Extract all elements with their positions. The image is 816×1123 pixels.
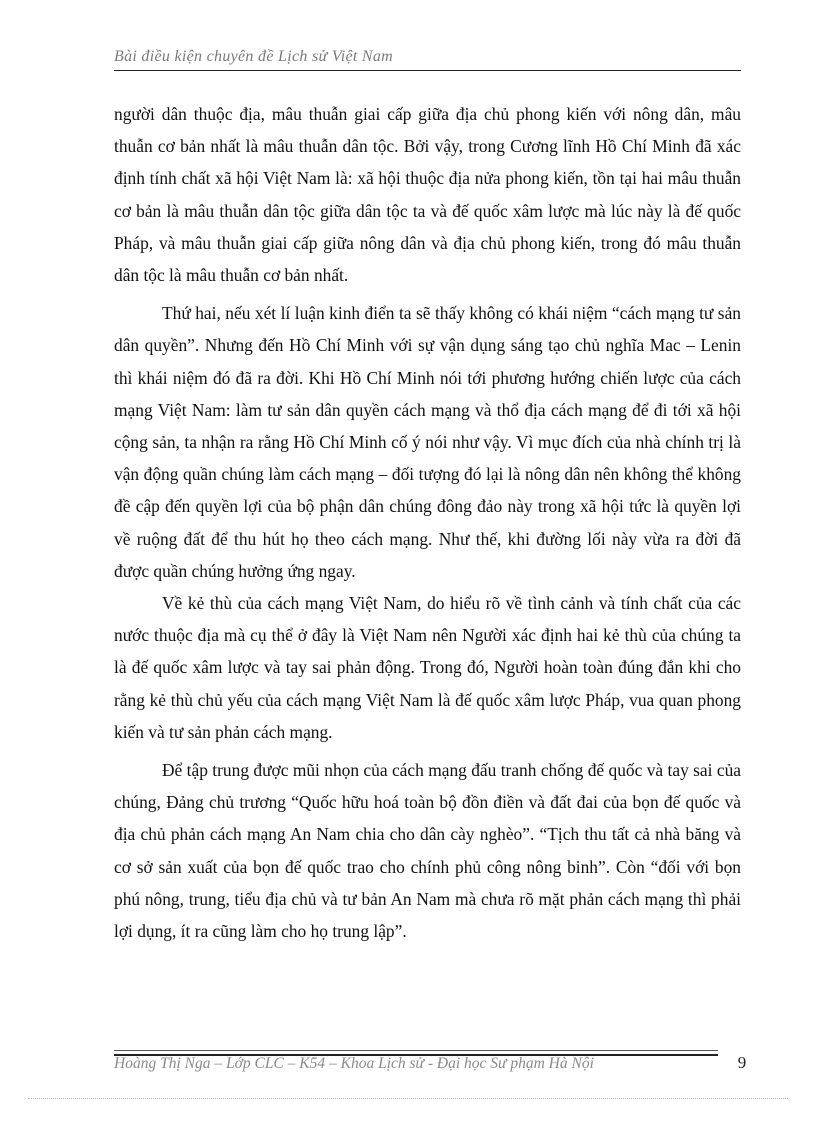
paragraph-second-point: Thứ hai, nếu xét lí luận kinh điển ta sẽ thấy không có khái niệm “cách mạng tư sản dân quyền”. Nhưng đến Hồ Chí Minh với sự vận dụng sáng tạo chủ nghĩa Mac – Lenin thì khái niệm đó đã ra đời. Khi Hồ Chí Minh nói tới phương hướng chiến lược của cách mạng Việt Nam: làm tư sản dân quyền cách mạng và thổ địa cách mạng để đi tới xã hội cộng sản, ta nhận ra rằng Hồ Chí Minh cố ý nói như vậy. Vì mục đích của nhà chính trị là vận động quần chúng làm cách mạng – đối tượng đó lại là nông dân nên không thể không đề cập đến quyền lợi của bộ phận dân chúng đông đảo này trong xã hội tức là quyền lợi về ruộng đất để thu hút họ theo cách mạng. Như thế, khi đường lối này vừa ra đời đã được quần chúng hưởng ứng ngay. bbox=[114, 303, 741, 581]
paragraph-enemy: Về kẻ thù của cách mạng Việt Nam, do hiểu rõ về tình cảnh và tính chất của các nước thuộc địa mà cụ thể ở đây là Việt Nam nên Người xác định hai kẻ thù của chúng ta là đế quốc xâm lược và tay sai phản động. Trong đó, Người hoàn toàn đúng đắn khi cho rằng kẻ thù chủ yếu của cách mạng Việt Nam là đế quốc xâm lược Pháp, vua quan phong kiến và tư sản phản cách mạng. bbox=[114, 593, 741, 742]
paragraph-continued: người dân thuộc địa, mâu thuẫn giai cấp giữa địa chủ phong kiến với nông dân, mâu thuẫn cơ bản nhất là mâu thuẫn dân tộc. Bởi vậy, trong Cương lĩnh Hồ Chí Minh đã xác định tính chất xã hội Việt Nam là: xã hội thuộc địa nửa phong kiến, tồn tại hai mâu thuẫn cơ bản là mâu thuẫn dân tộc giữa dân tộc ta và đế quốc xâm lược mà lúc này là đế quốc Pháp, và mâu thuẫn giai cấp giữa nông dân và địa chủ phong kiến, trong đó mâu thuẫn dân tộc là mâu thuẫn cơ bản nhất. bbox=[114, 104, 741, 286]
page-number: 9 bbox=[737, 1053, 747, 1072]
header-divider bbox=[114, 70, 741, 71]
running-footer: Hoàng Thị Nga – Lớp CLC – K54 – Khoa Lịch sử - Đại học Sư phạm Hà Nội bbox=[114, 1055, 594, 1072]
paragraph-policy: Để tập trung được mũi nhọn của cách mạng đấu tranh chống đế quốc và tay sai của chúng, Đảng chủ trương “Quốc hữu hoá toàn bộ đồn điền và đất đai của bọn đế quốc và địa chủ phản cách mạng An Nam chia cho dân cày nghèo”. “Tịch thu tất cả nhà băng và cơ sở sản xuất của bọn đế quốc trao cho chính phủ công nông binh”. Còn “đối với bọn phú nông, trung, tiểu địa chủ và tư bản An Nam mà chưa rõ mặt phản cách mạng thì phải lợi dụng, ít ra cũng làm cho họ trung lập”. bbox=[114, 760, 741, 942]
page-body bbox=[114, 98, 741, 947]
page-bottom-border bbox=[28, 1098, 788, 1099]
footer-divider-thin bbox=[114, 1050, 718, 1051]
running-header: Bài điều kiện chuyên đề Lịch sử Việt Nam bbox=[114, 48, 394, 65]
